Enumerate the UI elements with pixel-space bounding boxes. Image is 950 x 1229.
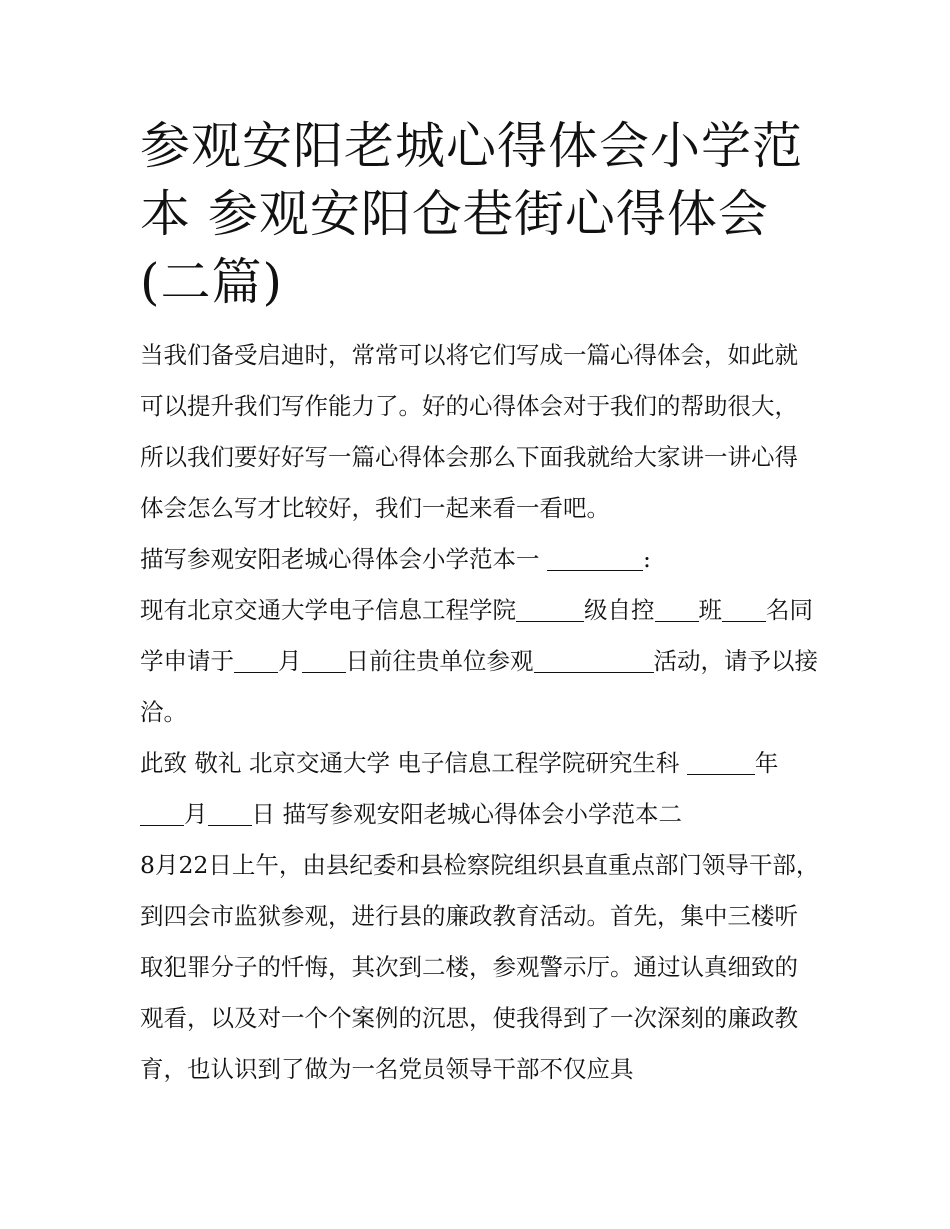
- letter-text: 级自控: [584, 596, 655, 624]
- activity-blank: [534, 648, 654, 674]
- date-month-label: 月: [184, 800, 208, 828]
- date-day-blank: [208, 801, 252, 827]
- class-blank: [655, 597, 699, 623]
- letter-text: 名同学申请于: [140, 596, 813, 675]
- day-blank: [302, 648, 346, 674]
- sample1-heading: 描写参观安阳老城心得体会小学范本一: [140, 545, 540, 573]
- date-day-label: 日: [251, 800, 275, 828]
- letter-text: 现有北京交通大学电子信息工程学院: [140, 596, 516, 624]
- sample1-closing: [140, 738, 820, 840]
- count-blank: [722, 597, 766, 623]
- letter-text: 月: [278, 647, 302, 675]
- document-body: [140, 330, 820, 1095]
- grade-blank: [516, 597, 584, 623]
- sample2-heading: 描写参观安阳老城心得体会小学范本二: [282, 800, 682, 828]
- sample1-heading-line: [140, 534, 820, 585]
- letter-text: 日前往贵单位参观: [345, 647, 534, 675]
- intro-paragraph: 当我们备受启迪时，常常可以将它们写成一篇心得体会，如此就可以提升我们写作能力了。好的心得体会对于我们的帮助很大，所以我们要好好写一篇心得体会那么下面我就给大家讲一讲心得体会怎么写才比较好，我们一起来看一看吧。: [140, 341, 798, 522]
- sample1-heading-colon: :: [642, 545, 651, 573]
- sample1-letter: [140, 585, 820, 738]
- date-month-blank: [140, 801, 184, 827]
- letter-text: 活动，请予以接洽。: [140, 647, 818, 726]
- document-page: [140, 112, 820, 1095]
- recipient-blank: [547, 546, 643, 572]
- date-year-label: 年: [754, 749, 779, 777]
- closing-text: 此致 敬礼 北京交通大学 电子信息工程学院研究生科: [140, 749, 680, 777]
- letter-text: 班: [698, 596, 722, 624]
- month-blank: [234, 648, 278, 674]
- year-blank: [687, 750, 755, 776]
- document-title: 参观安阳老城心得体会小学范本 参观安阳仓巷街心得体会(二篇): [140, 117, 803, 311]
- sample2-content: 8月22日上午，由县纪委和县检察院组织县直重点部门领导干部，到四会市监狱参观，进行县的廉政教育活动。首先，集中三楼听取犯罪分子的忏悔，其次到二楼，参观警示厅。通过认真细致的观看，以及对一个个案例的沉思，使我得到了一次深刻的廉政教育，也认识到了做为一名党员领导干部不仅应具: [140, 851, 820, 1083]
